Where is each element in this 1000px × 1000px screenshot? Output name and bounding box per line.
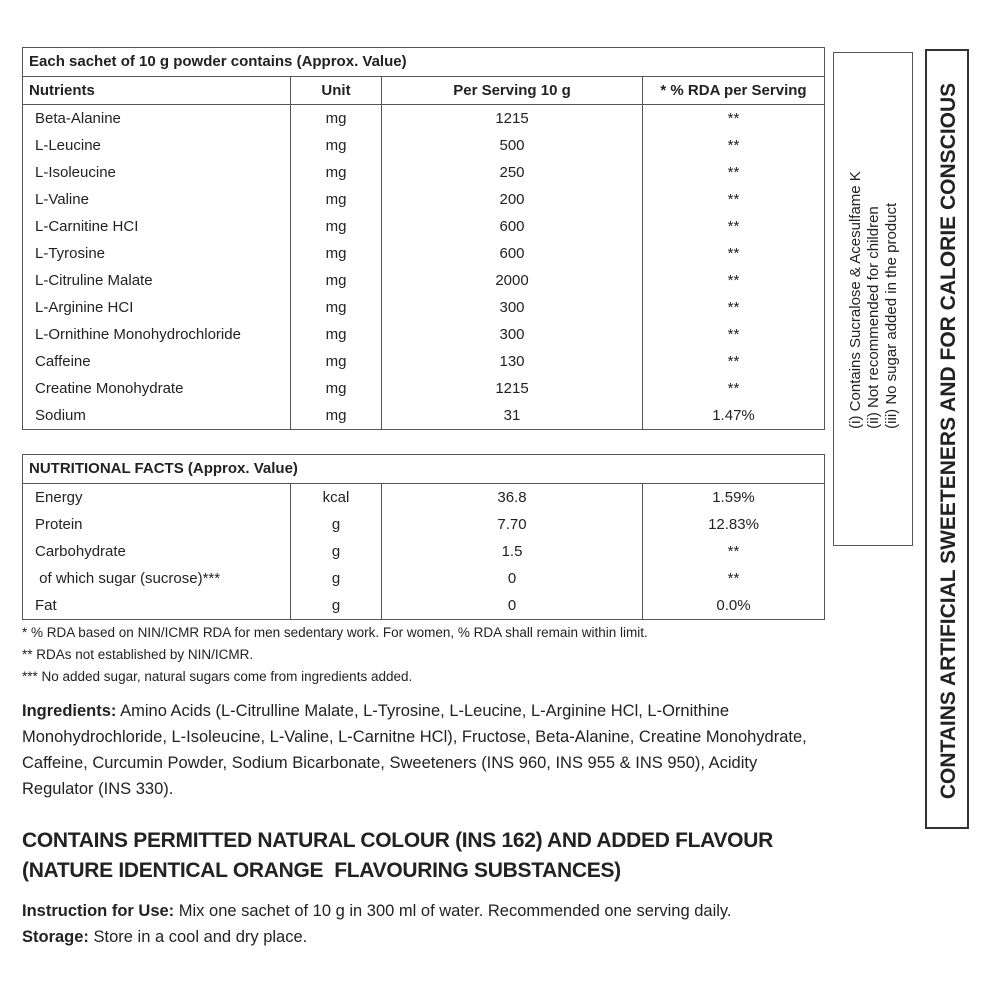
rda-cell: 0.0% (716, 597, 751, 614)
rda-cell: ** (727, 218, 740, 235)
side-note-3: (iii) No sugar added in the product (883, 202, 900, 429)
unit-cell: mg (291, 402, 382, 429)
side-notes-box (833, 52, 913, 546)
unit-cell: mg (291, 348, 382, 375)
storage-label: Storage: (22, 928, 89, 946)
nutritional-facts-title: NUTRITIONAL FACTS (Approx. Value) (23, 455, 824, 484)
instruction-line (22, 898, 732, 924)
footnotes (22, 622, 648, 688)
nutrient-table-title: Each sachet of 10 g powder contains (Approx. Value) (23, 48, 824, 77)
table-row (23, 375, 824, 402)
nutrient-table (23, 77, 824, 429)
unit-cell: mg (291, 186, 382, 213)
unit-cell: mg (291, 159, 382, 186)
per-serving-cell: 600 (382, 213, 643, 240)
unit-cell: mg (291, 267, 382, 294)
usage-section (22, 898, 732, 950)
nutrient-name: L-Ornithine Monohydrochloride (23, 321, 291, 348)
per-serving-cell: 500 (382, 132, 643, 159)
rda-cell: ** (727, 353, 740, 370)
instruction-text: Mix one sachet of 10 g in 300 ml of water. Recommended one serving daily. (174, 902, 732, 920)
per-serving-cell: 200 (382, 186, 643, 213)
nutrient-name: of which sugar (sucrose)*** (23, 565, 291, 592)
table-row (23, 132, 824, 159)
nutritional-facts-panel (22, 454, 825, 620)
footnote-not-established: ** RDAs not established by NIN/ICMR. (22, 647, 254, 662)
rda-cell: 1.59% (712, 489, 755, 506)
side-warning-box (925, 49, 969, 829)
rda-cell: 1.47% (712, 407, 755, 424)
nutrient-table-header (23, 77, 824, 105)
rda-cell: ** (727, 110, 740, 127)
per-serving-cell: 300 (382, 294, 643, 321)
unit-cell: g (291, 538, 382, 565)
unit-cell: mg (291, 132, 382, 159)
side-warning: CONTAINS ARTIFICIAL SWEETENERS AND FOR CALORIE CONSCIOUS (937, 82, 960, 800)
table-row (23, 348, 824, 375)
table-row (23, 105, 824, 133)
rda-cell: ** (727, 543, 740, 560)
per-serving-cell: 1215 (382, 105, 643, 133)
unit-cell: mg (291, 294, 382, 321)
rda-cell: ** (727, 299, 740, 316)
per-serving-cell: 36.8 (382, 484, 643, 511)
footnote-rda: * % RDA based on NIN/ICMR RDA for men sedentary work. For women, % RDA shall remain within limit. (22, 625, 648, 640)
table-row (23, 240, 824, 267)
nutrient-name: L-Arginine HCI (23, 294, 291, 321)
nutritional-facts-table (23, 484, 824, 619)
nutrient-name: Sodium (23, 402, 291, 429)
nutrient-name: Beta-Alanine (23, 105, 291, 133)
header-unit: Unit (291, 77, 382, 105)
table-row (23, 402, 824, 429)
header-rda: * % RDA per Serving (643, 77, 825, 105)
per-serving-cell: 0 (382, 565, 643, 592)
side-notes (847, 171, 901, 429)
instruction-label: Instruction for Use: (22, 902, 175, 920)
rda-cell: ** (727, 326, 740, 343)
side-note-2: (ii) Not recommended for children (865, 206, 882, 429)
colour-line-1: CONTAINS PERMITTED NATURAL COLOUR (INS 162) AND ADDED FLAVOUR (22, 829, 773, 852)
nutrient-name: Caffeine (23, 348, 291, 375)
storage-line (22, 924, 732, 950)
table-row (23, 592, 824, 619)
nutrient-name: Carbohydrate (23, 538, 291, 565)
table-row (23, 159, 824, 186)
ingredients-text: Amino Acids (L-Citrulline Malate, L-Tyrosine, L-Leucine, L-Arginine HCl, L-Ornithine Monohydrochloride, L-Isoleucine, L-Valine, L-Carnitne HCl), Fructose, Beta-Alanine, Creatine Monohydrate, Caffeine, Curcumin Powder, Sodium Bicarbonate, Sweeteners (INS 960, INS 955 & INS 950), Acidity Regulator (INS 330). (22, 702, 807, 798)
rda-cell: ** (727, 245, 740, 262)
per-serving-cell: 250 (382, 159, 643, 186)
header-per-serving: Per Serving 10 g (382, 77, 643, 105)
per-serving-cell: 0 (382, 592, 643, 619)
table-row (23, 321, 824, 348)
table-row (23, 267, 824, 294)
per-serving-cell: 1.5 (382, 538, 643, 565)
rda-cell: ** (727, 164, 740, 181)
table-row (23, 511, 824, 538)
nutritional-facts-body (23, 484, 824, 619)
nutrient-name: Energy (23, 484, 291, 511)
unit-cell: mg (291, 213, 382, 240)
nutrient-name: L-Leucine (23, 132, 291, 159)
per-serving-cell: 1215 (382, 375, 643, 402)
nutrient-table-body (23, 105, 824, 430)
unit-cell: kcal (291, 484, 382, 511)
table-row (23, 186, 824, 213)
nutrient-name: L-Carnitine HCI (23, 213, 291, 240)
unit-cell: mg (291, 321, 382, 348)
table-row (23, 294, 824, 321)
ingredients-label: Ingredients: (22, 702, 117, 720)
unit-cell: g (291, 511, 382, 538)
header-nutrients: Nutrients (23, 77, 291, 105)
nutrient-name: L-Isoleucine (23, 159, 291, 186)
unit-cell: mg (291, 375, 382, 402)
storage-text: Store in a cool and dry place. (88, 928, 308, 946)
rda-cell: ** (727, 272, 740, 289)
side-note-1: (i) Contains Sucralose & Acesulfame K (847, 171, 864, 429)
nutrient-name: L-Tyrosine (23, 240, 291, 267)
colour-line-2: (NATURE IDENTICAL ORANGE FLAVOURING SUBSTANCES) (22, 859, 621, 882)
table-row (23, 538, 824, 565)
nutrient-name: L-Citruline Malate (23, 267, 291, 294)
per-serving-cell: 7.70 (382, 511, 643, 538)
nutrient-table-panel (22, 47, 825, 430)
unit-cell: mg (291, 105, 382, 133)
unit-cell: mg (291, 240, 382, 267)
colour-flavour-statement (22, 826, 773, 886)
per-serving-cell: 300 (382, 321, 643, 348)
rda-cell: ** (727, 380, 740, 397)
ingredients-section (22, 698, 822, 802)
rda-cell: ** (727, 191, 740, 208)
per-serving-cell: 600 (382, 240, 643, 267)
nutrient-name: Creatine Monohydrate (23, 375, 291, 402)
per-serving-cell: 2000 (382, 267, 643, 294)
table-row (23, 565, 824, 592)
table-row (23, 213, 824, 240)
per-serving-cell: 31 (382, 402, 643, 429)
rda-cell: ** (727, 137, 740, 154)
nutrient-name: Fat (23, 592, 291, 619)
table-row (23, 484, 824, 511)
rda-cell: 12.83% (708, 516, 759, 533)
rda-cell: ** (727, 570, 740, 587)
nutrient-name: Protein (23, 511, 291, 538)
footnote-sugar: *** No added sugar, natural sugars come from ingredients added. (22, 669, 413, 684)
nutrient-name: L-Valine (23, 186, 291, 213)
unit-cell: g (291, 592, 382, 619)
per-serving-cell: 130 (382, 348, 643, 375)
unit-cell: g (291, 565, 382, 592)
